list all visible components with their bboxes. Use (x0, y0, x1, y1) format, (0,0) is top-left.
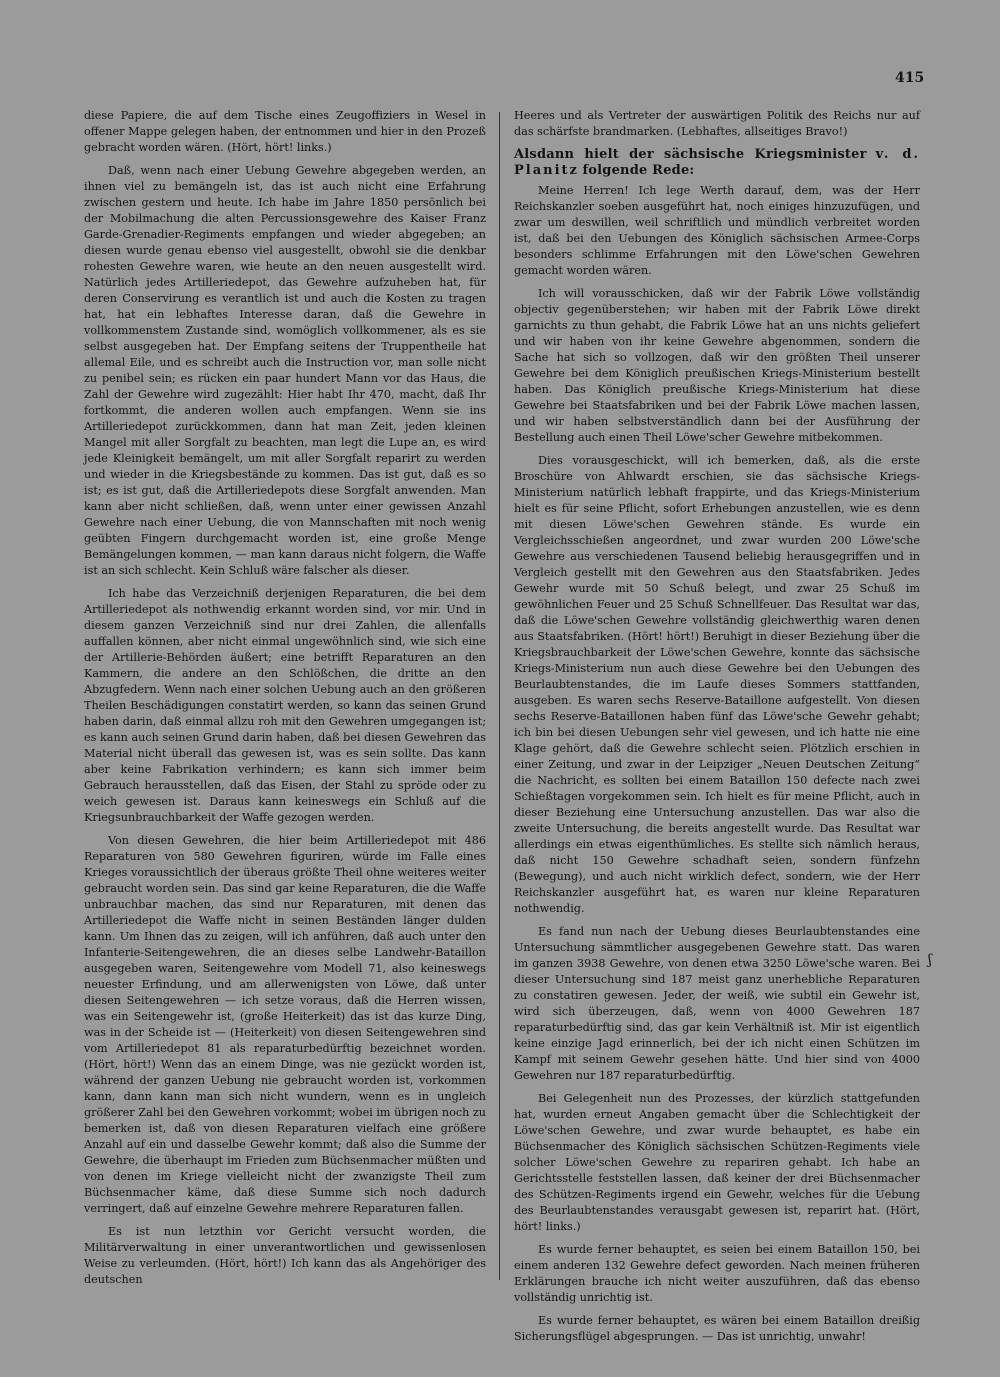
paragraph: diese Papiere, die auf dem Tische eines Zeugoffiziers in Wesel in offener Mappe gelegen haben, der entnommen und hier in den Prozeß gebracht worden wären. (Hört, hört! links.) (84, 109, 486, 154)
speech-heading (514, 147, 920, 179)
column-divider (499, 112, 500, 1280)
paragraph: Ich habe das Verzeichniß derjenigen Reparaturen, die bei dem Artilleriedepot als nothwendig erkannt worden sind, vor mir. Und in diesem ganzen Verzeichniß sind nur drei Zahlen, die allenfalls auffallen können, aber nicht einmal ungewöhnlich sind, wie sich eine der Artillerie-Behörden äußert; eine betrifft Reparaturen an den Kammern, die andere an den Schlößchen, die dritte an den Abzugfedern. Wenn nach einer solchen Uebung auch an den größeren Theilen Beschädigungen constatirt werden, so kann das seinen Grund haben darin, daß einmal allzu roh mit den Gewehren umgegangen ist; es kann auch seinen Grund darin haben, daß bei diesen Gewehren das Material nicht überall das gewesen ist, was es sein sollte. Das kann aber keine Fabrikation verhindern; es kann sich immer beim Gebrauch herausstellen, daß das Eisen, der Stahl zu spröde oder zu weich gewesen ist. Daraus kann keineswegs ein Schluß auf die Kriegsunbrauchbarkeit der Waffe gezogen werden. (84, 587, 486, 824)
margin-mark: ʃ (928, 952, 932, 968)
speech-lead: Alsdann hielt der sächsische Kriegsminister (514, 147, 867, 162)
paragraph: Bei Gelegenheit nun des Prozesses, der kürzlich stattgefunden hat, wurden erneut Angaben gemacht über die Schlechtigkeit der Löwe'schen Gewehre, und zwar wurde behauptet, es habe ein Büchsenmacher des Königlich sächsischen Schützen-Regiments viele solcher Löwe'schen Gewehre zu repariren gehabt. Ich habe an Gerichtsstelle feststellen lassen, daß keiner der drei Büchsenmacher des Schützen-Regiments irgend ein Gewehr, welches für die Uebung des Beurlaubtenstandes verausgabt gewesen ist, reparirt hat. (Hört, hört! links.) (514, 1092, 920, 1233)
paragraph: Dies vorausgeschickt, will ich bemerken, daß, als die erste Broschüre von Ahlwardt erschien, sie das sächsische Kriegs-Ministerium natürlich lebhaft frappirte, und das Kriegs-Ministerium hielt es für seine Pflicht, sofort Erhebungen anzustellen, wie es denn mit diesen Löwe'schen Gewehren stände. Es wurde ein Vergleichsschießen angeordnet, und zwar wurden 200 Löwe'sche Gewehre aus verschiedenen Tausend beliebig herausgegriffen und in Vergleich gestellt mit den Gewehren aus den Staatsfabriken. Jedes Gewehr wurde mit 50 Schuß belegt, und zwar 25 Schuß im gewöhnlichen Feuer und 25 Schuß Schnellfeuer. Das Resultat war das, daß die Löwe'schen Gewehre vollständig gleichwerthig waren denen aus Staatsfabriken. (Hört! hört!) Beruhigt in dieser Beziehung über die Kriegsbrauchbarkeit der Löwe'schen Gewehre, konnte das sächsische Kriegs-Ministerium nun auch diese Gewehre bei den Uebungen des Beurlaubtenstandes, die im Laufe dieses Sommers stattfanden, ausgeben. Es waren sechs Reserve-Bataillone aufgestellt. Von diesen sechs Reserve-Bataillonen haben fünf das Löwe'sche Gewehr gehabt; ich bin bei diesen Uebungen sehr viel gewesen, und ich hatte nie eine Klage gehört, daß die Gewehre schlecht seien. Plötzlich erschien in einer Zeitung, und zwar in der Leipziger „Neuen Deutschen Zeitung“ die Nachricht, es sollten bei einem Bataillon 150 defecte nach zwei Schießtagen vorgekommen sein. Ich hielt es für meine Pflicht, auch in dieser Beziehung eine Untersuchung anzustellen. Das war also die zweite Untersuchung, die bereits angestellt wurde. Das Resultat war allerdings ein etwas eigenthümliches. Es stellte sich nämlich heraus, daß nicht 150 Gewehre schadhaft seien, sondern fünfzehn (Bewegung), und auch nicht wirklich defect, sondern, wie der Herr Reichskanzler ausgeführt hat, es waren nur kleine Reparaturen nothwendig. (514, 454, 920, 915)
page-number: 415 (895, 70, 925, 86)
left-column (84, 108, 486, 1295)
paragraph: Daß, wenn nach einer Uebung Gewehre abgegeben werden, an ihnen viel zu bemängeln ist, das ist auch nicht eine Erfahrung zwischen gestern und heute. Ich habe im Jahre 1850 persönlich bei der Mobilmachung die alten Percussionsgewehre des Kaiser Franz Garde-Grenadier-Regiments empfangen und wieder abgegeben; an diesen wurde genau ebenso viel ausgestellt, obwohl sie die denkbar rohesten Gewehre waren, wie heute an den neuen ausgestellt wird. Natürlich jedes Artilleriedepot, das Gewehre aufzuheben hat, für deren Conservirung es verantlich ist und auch die Kosten zu tragen hat, hat ein lebhaftes Interesse daran, daß die Gewehre in vollkommenstem Zustande sind, womöglich vollkommener, als es sie selbst ausgegeben hat. Der Empfang seitens der Truppentheile hat allemal Eile, und es schreibt auch die Instruction vor, man solle nicht zu penibel sein; es rücken ein paar hundert Mann vor das Haus, die Zahl der Gewehre wird zugezählt: Hier habt Ihr 470, macht, daß Ihr fortkommt, die anderen wollen auch empfangen. Wenn sie ins Artilleriedepot zurückkommen, dann hat man Zeit, jeden kleinen Mangel mit aller Sorgfalt zu beachten, man legt die Lupe an, es wird jede Kleinigkeit bemängelt, um mit aller Sorgfalt reparirt zu werden und wieder in die Kriegsbestände zu kommen. Das ist gut, daß es so ist; es ist gut, daß die Artilleriedepots diese Sorgfalt anwenden. Man kann aber nicht schließen, daß, wenn unter einer gewissen Anzahl Gewehre nach einer Uebung, die von Mannschaften mit noch wenig geübten Fingern durchgemacht worden ist, eine große Menge Bemängelungen kommen, — man kann daraus nicht folgern, die Waffe ist an sich schlecht. Kein Schluß wäre falscher als dieser. (84, 164, 486, 577)
paragraph: Es fand nun nach der Uebung dieses Beurlaubtenstandes eine Untersuchung sämmtlicher ausgegebenen Gewehre statt. Das waren im ganzen 3938 Gewehre, von denen etwa 3250 Löwe'sche waren. Bei dieser Untersuchung sind 187 meist ganz unerhebliche Reparaturen zu constatiren gewesen. Jeder, der weiß, wie subtil ein Gewehr ist, wird sich überzeugen, daß, wenn von 4000 Gewehren 187 reparaturbedürftig sind, das gar kein Verhältniß ist. Mir ist eigentlich keine einzige Jagd erinnerlich, bei der ich nicht einen Schützen im Kampf mit seinem Gewehr gesehen hätte. Und hier sind von 4000 Gewehren nur 187 reparaturbedürftig. (514, 925, 920, 1082)
right-column (514, 108, 920, 1352)
paragraph: Ich will vorausschicken, daß wir der Fabrik Löwe vollständig objectiv gegenüberstehen; wir haben mit der Fabrik Löwe direkt garnichts zu thun gehabt, die Fabrik Löwe hat an uns nichts geliefert und wir haben von ihr keine Gewehre abgenommen, sondern die Sache hat sich so vollzogen, daß wir den größten Theil unserer Gewehre bei dem Königlich preußischen Kriegs-Ministerium bestellt haben. Das Königlich preußische Kriegs-Ministerium hat diese Gewehre bei Staatsfabriken und bei der Fabrik Löwe machen lassen, und wir haben selbstverständlich dann bei der Ausführung der Bestellung auch einen Theil Löwe'scher Gewehre mitbekommen. (514, 287, 920, 444)
paragraph: Es wurde ferner behauptet, es seien bei einem Bataillon 150, bei einem anderen 132 Gewehre defect geworden. Nach meinen früheren Erklärungen brauche ich nicht weiter auszuführen, daß das ebenso vollständig unrichtig ist. (514, 1243, 920, 1304)
paragraph: Meine Herren! Ich lege Werth darauf, dem, was der Herr Reichskanzler soeben ausgeführt hat, noch einiges hinzuzufügen, und zwar um deswillen, weil schriftlich und mündlich verbreitet worden ist, daß bei den Uebungen des Königlich sächsischen Armee-Corps besonders schlimme Erfahrungen mit den Löwe'schen Gewehren gemacht worden wären. (514, 184, 920, 277)
speaker-name: v. d. Planitz (514, 147, 920, 178)
paragraph: Von diesen Gewehren, die hier beim Artilleriedepot mit 486 Reparaturen von 580 Gewehren figuriren, würde im Falle eines Krieges voraussichtlich der überaus größte Theil ohne weiteres weiter gebraucht worden sein. Das sind gar keine Reparaturen, die die Waffe unbrauchbar machen, das sind nur Reparaturen, mit denen das Artilleriedepot die Waffe nicht in seinen Beständen länger dulden kann. Um Ihnen das zu zeigen, will ich anführen, daß auch unter den Infanterie-Seitengewehren, die an dieses selbe Landwehr-Bataillon ausgegeben waren, Seitengewehre vom Modell 71, also keineswegs neuester Erfindung, und am allerwenigsten von Löwe, daß unter diesen Seitengewehren — ich setze voraus, daß die Herren wissen, was ein Seitengewehr ist, (große Heiterkeit) das ist das kurze Ding, was in der Scheide ist — (Heiterkeit) von diesen Seitengewehren sind vom Artilleriedepot 81 als reparaturbedürftig bezeichnet worden. (Hört, hört!) Wenn das an einem Dinge, was nie gezückt worden ist, während der ganzen Uebung nie gebraucht worden ist, vorkommen kann, dann kann man sich nicht wundern, wenn es in ungleich größerer Zahl bei den Gewehren vorkommt; wobei im übrigen noch zu bemerken ist, daß von diesen Reparaturen vielfach eine größere Anzahl auf ein und dasselbe Gewehr kommt; daß also die Summe der Gewehre, die überhaupt im Frieden zum Büchsenmacher müßten und von denen im Kriege vielleicht nicht der zwanzigste Theil zum Büchsenmacher käme, daß diese Summe sich noch dadurch verringert, daß auf einzelne Gewehre mehrere Reparaturen fallen. (84, 834, 486, 1215)
paragraph: Es ist nun letzthin vor Gericht versucht worden, die Militärverwaltung in einer unverantwortlichen und gewissenlosen Weise zu verleumden. (Hört, hört!) Ich kann das als Angehöriger des deutschen (84, 1225, 486, 1286)
speech-tail: folgende Rede: (582, 163, 695, 178)
paragraph: Heeres und als Vertreter der auswärtigen Politik des Reichs nur auf das schärfste brandmarken. (Lebhaftes, allseitiges Bravo!) (514, 109, 920, 138)
paragraph: Es wurde ferner behauptet, es wären bei einem Bataillon dreißig Sicherungsflügel abgesprungen. — Das ist unrichtig, unwahr! (514, 1314, 920, 1343)
